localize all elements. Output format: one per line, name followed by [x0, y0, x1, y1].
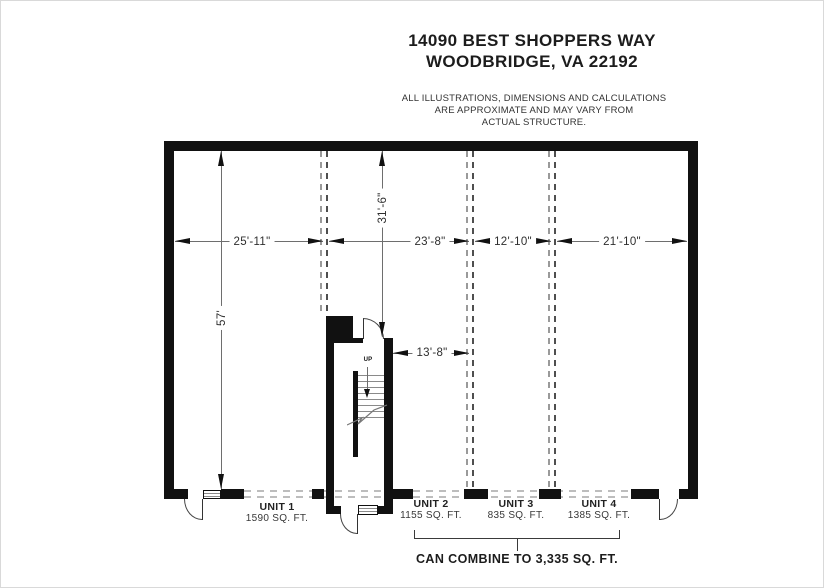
exterior-wall-top [164, 141, 698, 151]
stair-direction-line [367, 367, 368, 389]
stair-enclosure-wall-top [334, 338, 363, 343]
disclaimer-line-3: ACTUAL STRUCTURE. [481, 117, 587, 128]
unit4-area: 1385 SQ. FT. [567, 510, 631, 521]
unit1-area: 1590 SQ. FT. [245, 513, 309, 524]
title-city-line: WOODBRIDGE, VA 22192 [425, 52, 639, 71]
dim-arrow-down-icon [218, 474, 224, 489]
dim-arrow-left-icon [329, 238, 344, 244]
bottom-wall-corner [679, 489, 698, 499]
title-address-line: 14090 BEST SHOPPERS WAY [408, 31, 656, 50]
dim-arrow-left-icon [393, 350, 408, 356]
dim-label-stair-to-wall: 13'-8" [412, 347, 451, 359]
unit1-name: UNIT 1 [259, 501, 295, 513]
dim-label-unit2-width: 23'-8" [410, 236, 449, 248]
unit4-name: UNIT 4 [581, 498, 617, 510]
bottom-wall-segment [221, 489, 244, 499]
unit1-label [217, 501, 337, 525]
bottom-wall-segment [164, 489, 188, 499]
dim-line-front-depth [382, 151, 383, 337]
dim-label-unit4-width: 21'-10" [599, 236, 645, 248]
bottom-wall-pier [312, 489, 324, 499]
dim-label-front-depth: 31'-6" [377, 188, 389, 227]
combine-bracket-left-tick [414, 530, 415, 538]
combine-bracket-stem [517, 539, 518, 551]
dim-arrow-down-icon [379, 322, 385, 337]
exterior-wall-left [164, 141, 174, 499]
dim-arrow-right-icon [454, 350, 469, 356]
unit4-door-swing-arc [660, 499, 678, 520]
stair-up-label: UP [363, 357, 373, 363]
dim-arrow-right-icon [454, 238, 469, 244]
dim-arrow-right-icon [308, 238, 323, 244]
disclaimer-line-1: ALL ILLUSTRATIONS, DIMENSIONS AND CALCULATIONS [401, 93, 667, 104]
stair-bottom-door-swing-arc [340, 514, 357, 534]
unit1-door-leaf [202, 499, 203, 520]
stair-direction-arrow-icon [364, 389, 370, 398]
page-title [408, 30, 656, 72]
disclaimer-line-2: ARE APPROXIMATE AND MAY VARY FROM [434, 105, 634, 116]
unit1-window [203, 490, 221, 499]
stair-break-line [347, 401, 389, 429]
dim-arrow-left-icon [175, 238, 190, 244]
dim-arrow-left-icon [475, 238, 490, 244]
unit1-door-swing-arc [184, 499, 202, 520]
dim-arrow-right-icon [536, 238, 551, 244]
dim-label-total-depth: 57' [216, 306, 228, 330]
dim-arrow-left-icon [557, 238, 572, 244]
combine-bracket-right-tick [619, 530, 620, 538]
demising-wall-1 [320, 151, 329, 316]
unit2-area: 1155 SQ. FT. [400, 510, 462, 521]
stair-enclosure-wall-left [326, 316, 334, 514]
unit2-name: UNIT 2 [413, 498, 449, 510]
disclaimer-text [402, 93, 667, 129]
dim-label-unit3-width: 12'-10" [490, 236, 536, 248]
storefront-glass-line [244, 490, 633, 498]
unit3-name: UNIT 3 [498, 498, 534, 510]
dim-label-unit1-width: 25'-11" [230, 236, 275, 248]
dim-arrow-up-icon [379, 151, 385, 166]
unit3-area: 835 SQ. FT. [487, 510, 545, 521]
combine-note: CAN COMBINE TO 3,335 SQ. FT. [416, 552, 618, 566]
demising-wall-3 [548, 151, 557, 489]
dim-arrow-right-icon [672, 238, 687, 244]
demising-wall-2 [466, 151, 475, 489]
exterior-wall-right [688, 141, 698, 499]
unit4-label [539, 498, 659, 522]
dim-arrow-up-icon [218, 151, 224, 166]
stair-bottom-door-leaf [357, 514, 358, 534]
